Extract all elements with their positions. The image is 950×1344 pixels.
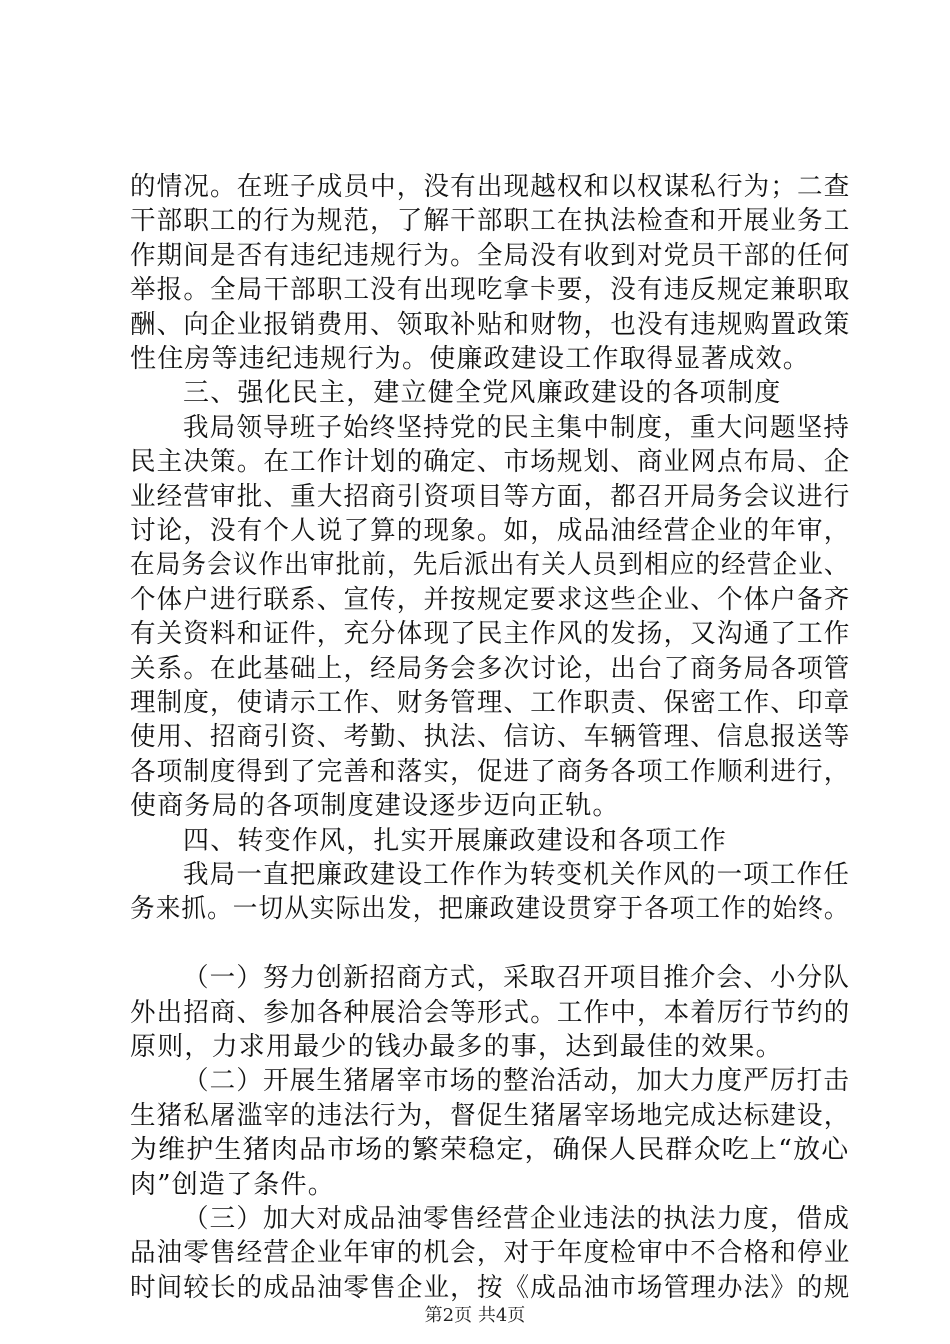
text-line: 原则，力求用最少的钱办最多的事，达到最佳的效果。 <box>130 1032 783 1062</box>
text-line: 务来抓。一切从实际出发，把廉政建设贯穿于各项工作的始终。 <box>130 894 850 925</box>
text-line: 使用、招商引资、考勤、执法、信访、车辆管理、信息报送等 <box>130 722 851 753</box>
text-line: 时间较长的成品油零售企业，按《成品油市场管理办法》的规 <box>130 1272 851 1303</box>
text-line: 关系。在此基础上，经局务会多次讨论，出台了商务局各项管 <box>130 653 851 684</box>
page-footer: 第2页 共4页 <box>424 1305 526 1326</box>
section-heading: 四、转变作风，扎实开展廉政建设和各项工作 <box>183 825 728 856</box>
text-line: 外出招商、参加各种展洽会等形式。工作中，本着厉行节约的 <box>130 997 851 1028</box>
text-line: 作期间是否有违纪违规行为。全局没有收到对党员干部的任何 <box>130 240 851 271</box>
text-line: 理制度，使请示工作、财务管理、工作职责、保密工作、印章 <box>130 688 851 718</box>
list-item: （一）努力创新招商方式，采取召开项目推介会、小分队 <box>183 963 851 994</box>
text-line: 我局领导班子始终坚持党的民主集中制度，重大问题坚持 <box>183 412 851 443</box>
text-line: 酬、向企业报销费用、领取补贴和财物，也没有违规购置政策 <box>130 309 851 340</box>
text-line: 使商务局的各项制度建设逐步迈向正轨。 <box>130 791 620 822</box>
text-line: 我局一直把廉政建设工作作为转变机关作风的一项工作任 <box>183 860 851 890</box>
text-line: 肉”创造了条件。 <box>130 1169 335 1200</box>
text-line: 干部职工的行为规范，了解干部职工在执法检查和开展业务工 <box>130 206 851 237</box>
text-line: 民主决策。在工作计划的确定、市场规划、商业网点布局、企 <box>130 447 851 478</box>
text-line: 讨论，没有个人说了算的现象。如，成品油经营企业的年审， <box>130 516 851 546</box>
text-line: 在局务会议作出审批前，先后派出有关人员到相应的经营企业、 <box>130 550 850 581</box>
text-line: 有关资料和证件，充分体现了民主作风的发扬，又沟通了工作 <box>130 619 851 650</box>
text-line: 个体户进行联系、宣传，并按规定要求这些企业、个体户备齐 <box>130 584 851 615</box>
text-line: 性住房等违纪违规行为。使廉政建设工作取得显著成效。 <box>130 344 811 374</box>
text-line: 业经营审批、重大招商引资项目等方面，都召开局务会议进行 <box>130 481 851 512</box>
text-line: 举报。全局干部职工没有出现吃拿卡要，没有违反规定兼职取 <box>130 275 851 306</box>
text-line: 为维护生猪肉品市场的繁荣稳定，确保人民群众吃上“放心 <box>130 1135 850 1166</box>
section-heading: 三、强化民主，建立健全党风廉政建设的各项制度 <box>183 378 782 409</box>
list-item: （三）加大对成品油零售经营企业违法的执法力度，借成 <box>183 1204 851 1234</box>
text-line: 的情况。在班子成员中，没有出现越权和以权谋私行为；二查 <box>130 172 851 202</box>
text-line: 各项制度得到了完善和落实，促进了商务各项工作顺利进行， <box>130 756 851 787</box>
text-line: 品油零售经营企业年审的机会，对于年度检审中不合格和停业 <box>130 1238 851 1269</box>
list-item: （二）开展生猪屠宰市场的整治活动，加大力度严厉打击 <box>183 1066 851 1097</box>
text-line: 生猪私屠滥宰的违法行为，督促生猪屠宰场地完成达标建设， <box>130 1100 851 1131</box>
